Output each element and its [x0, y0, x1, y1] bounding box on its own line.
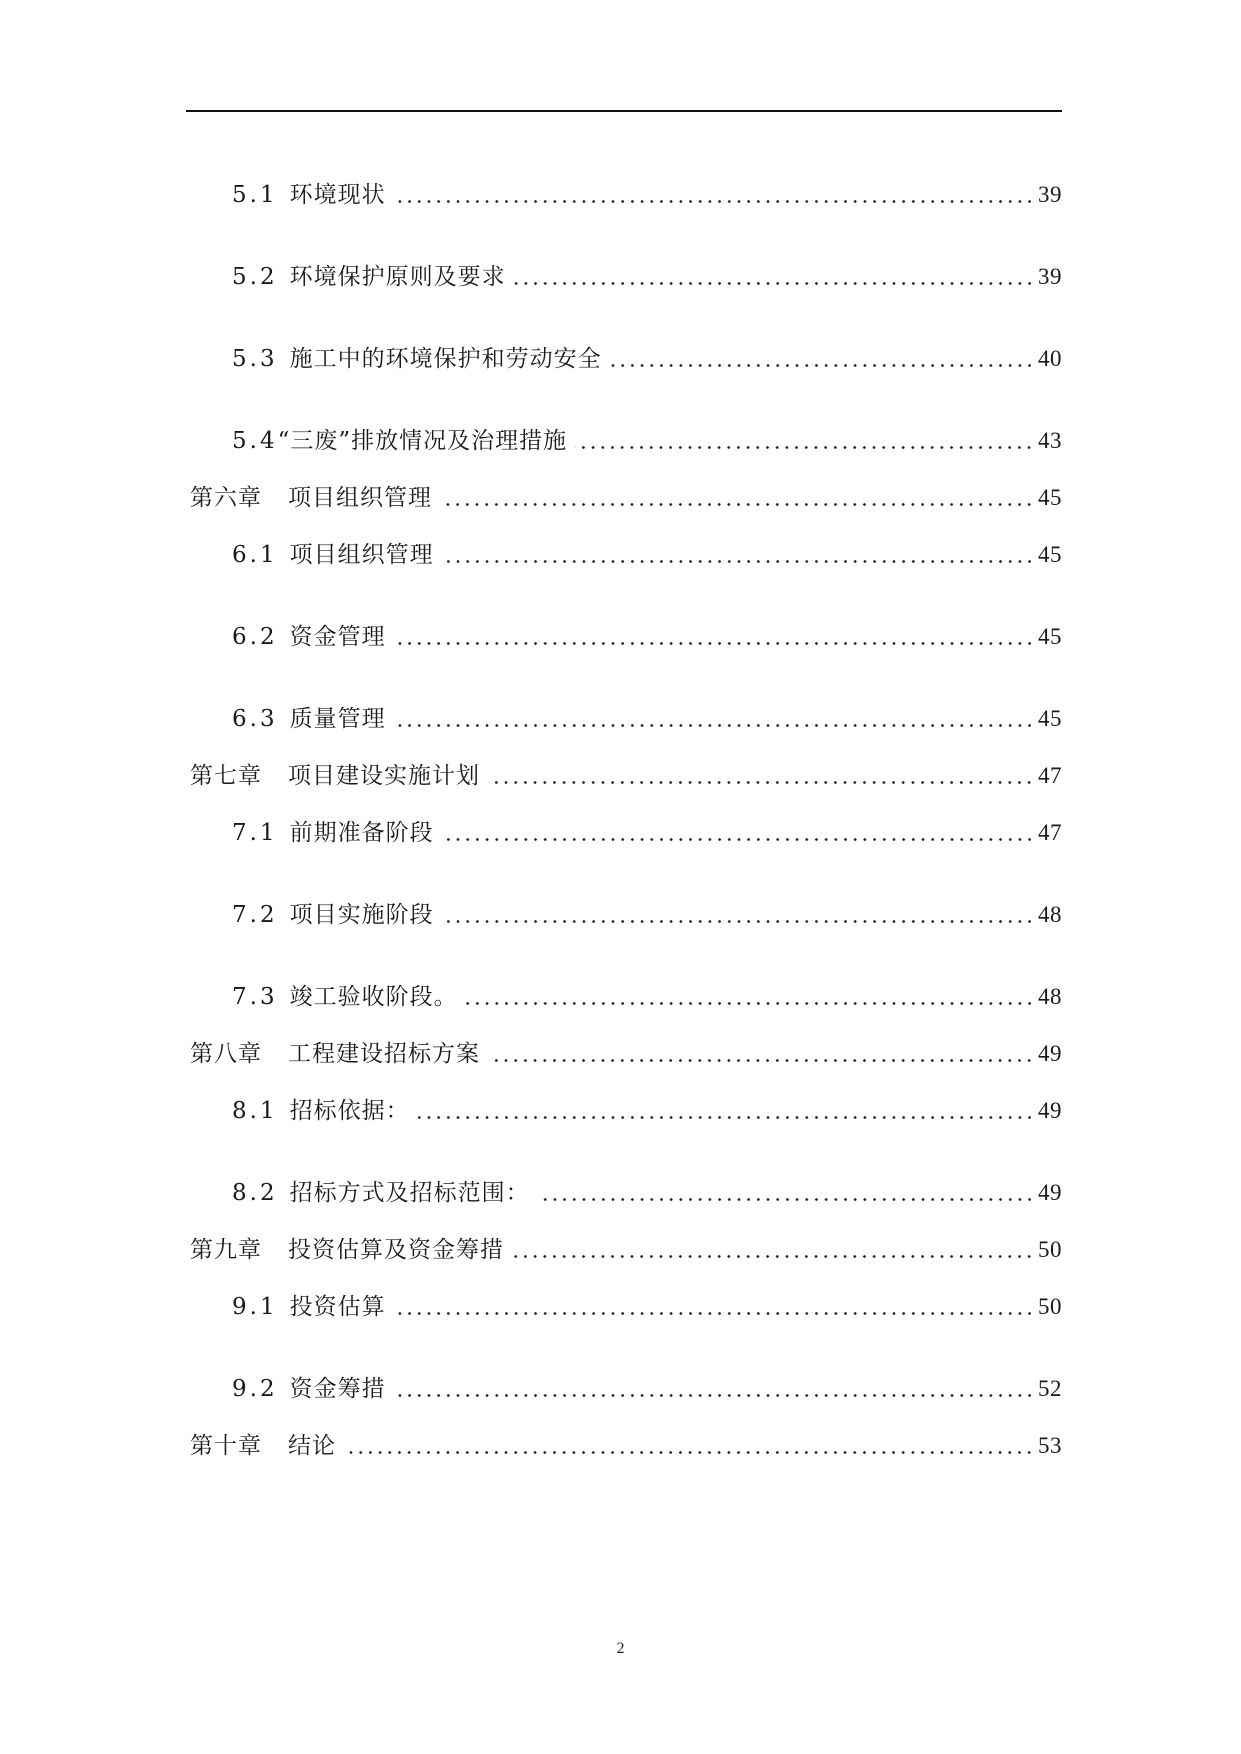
dot-leader [575, 446, 1034, 449]
toc-entry-page: 47 [1038, 820, 1062, 845]
toc-entry-number: 9.1 [232, 1294, 278, 1320]
toc-entry[interactable] [232, 814, 1062, 848]
dot-leader [442, 838, 1034, 841]
toc-entry-chapter[interactable] [190, 1231, 1062, 1265]
dot-leader [394, 642, 1034, 645]
toc-entry-number: 7.2 [232, 902, 278, 928]
toc-entry-number: 第七章 [190, 763, 262, 789]
toc-entry[interactable] [232, 978, 1062, 1012]
toc-entry-title: 竣工验收阶段。 [289, 984, 458, 1010]
toc-entry[interactable] [232, 700, 1062, 734]
dot-leader [394, 200, 1034, 203]
toc-entry-page: 48 [1038, 902, 1062, 927]
toc-entry[interactable] [232, 1174, 1062, 1208]
toc-entry-page: 49 [1038, 1098, 1062, 1123]
toc-entry-number: 6.1 [232, 542, 278, 568]
toc-entry-page: 39 [1038, 182, 1062, 207]
dot-leader [344, 1451, 1034, 1454]
toc-entry[interactable] [232, 176, 1062, 210]
toc-entry-title: 投资估算 [289, 1294, 386, 1320]
toc-entry-number: 5.1 [232, 182, 278, 208]
toc-entry-title: “三废”排放情况及治理措施 [277, 428, 568, 454]
toc-entry-number: 第十章 [190, 1433, 262, 1459]
toc-entry[interactable] [232, 258, 1062, 292]
page-number: 2 [616, 1640, 625, 1657]
toc-entry-title: 工程建设招标方案 [288, 1041, 480, 1067]
toc-entry-title: 招标方式及招标范围： [289, 1180, 530, 1206]
toc-entry[interactable] [232, 1092, 1062, 1126]
toc-entry-page: 45 [1038, 624, 1062, 649]
toc-entry-title: 项目组织管理 [288, 485, 432, 511]
toc-entry[interactable] [232, 618, 1062, 652]
dot-leader [442, 920, 1034, 923]
toc-entry-page: 50 [1038, 1294, 1062, 1319]
toc-entry-chapter[interactable] [190, 479, 1062, 513]
toc-entry-number: 8.1 [232, 1098, 278, 1124]
toc-entry-page: 49 [1038, 1180, 1062, 1205]
dot-leader [610, 364, 1034, 367]
toc-entry[interactable] [232, 536, 1062, 570]
toc-entry[interactable] [232, 340, 1062, 374]
toc-entry-title: 投资估算及资金筹措 [288, 1237, 504, 1263]
toc-entry-number: 5.4 [232, 428, 278, 454]
toc-entry-number: 6.3 [232, 706, 278, 732]
toc-entry-chapter[interactable] [190, 1427, 1062, 1461]
toc-entry-title: 环境保护原则及要求 [289, 264, 506, 290]
toc-entry-page: 45 [1038, 706, 1062, 731]
toc-entry-title: 资金管理 [289, 624, 386, 650]
toc-entry-page: 49 [1038, 1041, 1062, 1066]
toc-entry-chapter[interactable] [190, 757, 1062, 791]
dot-leader [538, 1198, 1034, 1201]
toc-entry-page: 43 [1038, 428, 1062, 453]
toc-entry-number: 7.1 [232, 820, 278, 846]
dot-leader [418, 1116, 1034, 1119]
toc-entry-page: 53 [1038, 1433, 1062, 1458]
dot-leader [488, 1059, 1034, 1062]
toc-entry-number: 7.3 [232, 984, 278, 1010]
toc-entry[interactable] [232, 1370, 1062, 1404]
dot-leader [442, 560, 1034, 563]
toc-entry-number: 6.2 [232, 624, 278, 650]
toc-entry-title: 项目建设实施计划 [288, 763, 480, 789]
dot-leader [488, 781, 1034, 784]
toc-entry-page: 47 [1038, 763, 1062, 788]
toc-entry-page: 45 [1038, 542, 1062, 567]
toc-entry-page: 50 [1038, 1237, 1062, 1262]
toc-entry-title: 项目组织管理 [289, 542, 434, 568]
toc-entry-page: 45 [1038, 485, 1062, 510]
toc-entry-number: 第六章 [190, 485, 262, 511]
toc-entry-title: 招标依据： [289, 1098, 410, 1124]
toc-entry-page: 48 [1038, 984, 1062, 1009]
dot-leader [394, 724, 1034, 727]
toc-entry-page: 52 [1038, 1376, 1062, 1401]
toc-entry-title: 结论 [288, 1433, 336, 1459]
dot-leader [466, 1002, 1034, 1005]
toc-entry-number: 第九章 [190, 1237, 262, 1263]
toc-entry-number: 5.3 [232, 346, 278, 372]
toc-entry-title: 环境现状 [289, 182, 386, 208]
toc-entry[interactable] [232, 1288, 1062, 1322]
toc-entry-number: 第八章 [190, 1041, 262, 1067]
dot-leader [512, 1255, 1034, 1258]
toc-entry-page: 40 [1038, 346, 1062, 371]
toc-entry-title: 前期准备阶段 [289, 820, 434, 846]
dot-leader [394, 1394, 1034, 1397]
toc-entry-chapter[interactable] [190, 1035, 1062, 1069]
toc-entry-title: 资金筹措 [289, 1376, 386, 1402]
dot-leader [514, 282, 1034, 285]
dot-leader [440, 503, 1034, 506]
toc-entry-number: 8.2 [232, 1180, 278, 1206]
toc-entry-number: 9.2 [232, 1376, 278, 1402]
toc-entry-title: 项目实施阶段 [289, 902, 434, 928]
dot-leader [394, 1312, 1034, 1315]
toc-entry-title: 施工中的环境保护和劳动安全 [289, 346, 602, 372]
toc-entry[interactable] [232, 422, 1062, 456]
toc-entry-number: 5.2 [232, 264, 278, 290]
toc-entry-title: 质量管理 [289, 706, 386, 732]
toc-entry-page: 39 [1038, 264, 1062, 289]
toc-entry[interactable] [232, 896, 1062, 930]
